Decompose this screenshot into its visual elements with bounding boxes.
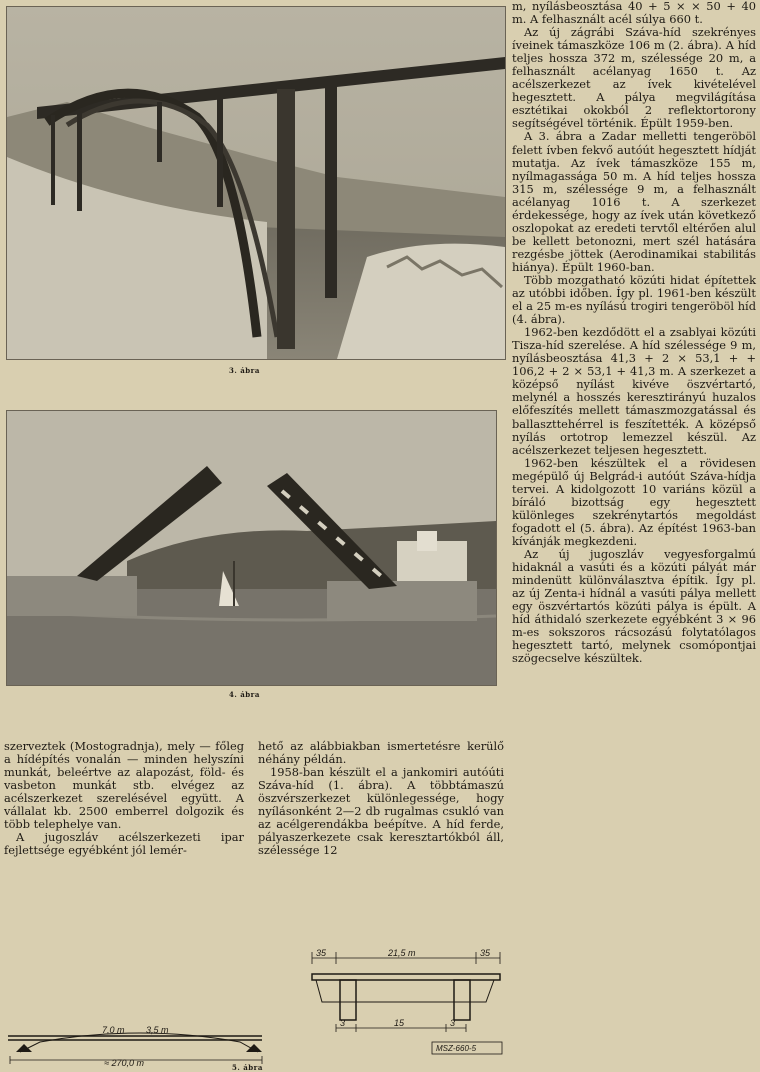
dimension-label: 35 [316,948,327,958]
paragraph: Több mozgatható közúti hidat építettek az utóbbi időben. Így pl. 1961-ben készült el a 25 m-es nyílású trogiri tengeröböl híd (4. ábra). [512,272,756,327]
middle-text-column [258,740,504,857]
left-text-column [4,740,244,857]
paragraph: hető az alábbiakban ismertetésre kerülő néhány példán. [258,739,504,767]
dimension-label: 35 [480,948,491,958]
dimension-label: 15 [394,1018,405,1028]
right-text-column [512,0,756,665]
paragraph: A 3. ábra a Zadar melletti tengeröböl felett ívben fekvő autóút hegesztett hídját mutatja. Az ívek támaszköze 155 m, nyílmagassága 50 m. A híd teljes hossza 315 m, szélessége 9 m, a felhasznált acélanyag 1016 t. A szerkezet érdekessége, hogy az ívek után következő oszlopokat az eredeti tervtől eltérően alul be kellett betonozni, mert szél hatására rezgésbe jöttek (Aerodinamikai stabilitás hiánya). Épült 1960-ban. [512,129,756,274]
dimension-label: 3 [450,1018,456,1028]
figure-3-caption: 3. ábra [229,366,260,375]
dimension-label: 7,0 m [102,1025,125,1035]
drawing-stamp: MSZ-660-5 [436,1044,477,1053]
dimension-label: 21,5 m [388,948,416,958]
paragraph: 1962-ben készültek el a rövidesen megépülő új Belgrád-i autóút Száva-hídja tervei. A kidolgozott 10 variáns közül a bíráló bizottság egy hegesztett különleges szekrénytartós megoldást fogadott el (5. ábra). Az építést 1963-ban kívánják megkezdeni. [512,455,756,548]
paragraph: Az új jugoszláv vegyesforgalmú hidaknál a vasúti és a közúti pályát már mindenütt különválasztva építik. Így pl. az új Zenta-i hídnál a vasúti pálya mellett egy öszvértartós közúti pálya is épült. A híd áthidaló szerkezete egyébként 3 × 96 m-es sokszoros rácsozású folytatólagos hegesztett tartó, melynek csomópontjai szögecselve készültek. [512,546,756,666]
dimension-label: 3,5 m [146,1025,169,1035]
paragraph: 1962-ben kezdődött el a zsablyai közúti Tisza-híd szerelése. A híd szélessége 9 m, nyílásbeosztása 41,3 + 2 × 53,1 + + 106,2 + 2 × 53,1 + 41,3 m. A szerkezet a középső nyílást kivéve öszvértartó, melynél a hosszés keresztirányú huzalos előfeszítés mellett támaszmozgatással és ballaszttehérrel is feszítették. A középső nyílás ortotrop lemezzel készül. Az acélszerkezet teljesen hegesztett. [512,325,756,457]
figure-5-caption: 5. ábra [232,1063,263,1072]
cross-section-drawing [306,944,506,1060]
paragraph: m, nyílásbeosztása 40 + 5 × × 50 + 40 m. A felhasznált acél súlya 660 t. [512,0,756,27]
dimension-label: 3 [340,1018,346,1028]
paragraph: szerveztek (Mostogradnja), mely — főleg a hídépítés vonalán — minden helyszíni munkát, beleértve az alapozást, föld- és vasbeton munkát stb. elvégez az acélszerkezet szerelésével együtt. A vállalat kb. 2500 emberrel dolgozik és több telephelye van. [4,739,244,832]
figure-4-caption: 4. ábra [229,690,260,699]
bridge-elevation-drawing [0,1014,276,1068]
bascule-bridge-photo [6,410,497,686]
paragraph: A jugoszláv acélszerkezeti ipar fejlettsége egyébként jól lemér- [4,830,244,858]
arch-bridge-photo [6,6,506,360]
dimension-label: ≈ 270,0 m [104,1058,144,1068]
paragraph: Az új zágrábi Száva-híd szekrényes íveinek támaszköze 106 m (2. ábra). A híd teljes hossza 372 m, szélessége 20 m, a felhasznált acélanyag 1650 t. Az acélszerkezet az ívek kivételével hegesztett. A pálya megvilágítása esztétikai okokból 2 reflektortorony segítségével történik. Épült 1959-ben. [512,25,756,131]
paragraph: 1958-ban készült el a jankomiri autóúti Száva-híd (1. ábra). A többtámaszú öszvérszerkezet különlegessége, hogy nyílásonként 2—2 db rugalmas csukló van az acélgerendákba beépítve. A híd ferde, pályaszerkezete csak keresztartókból áll, szélessége 12 [258,765,504,858]
